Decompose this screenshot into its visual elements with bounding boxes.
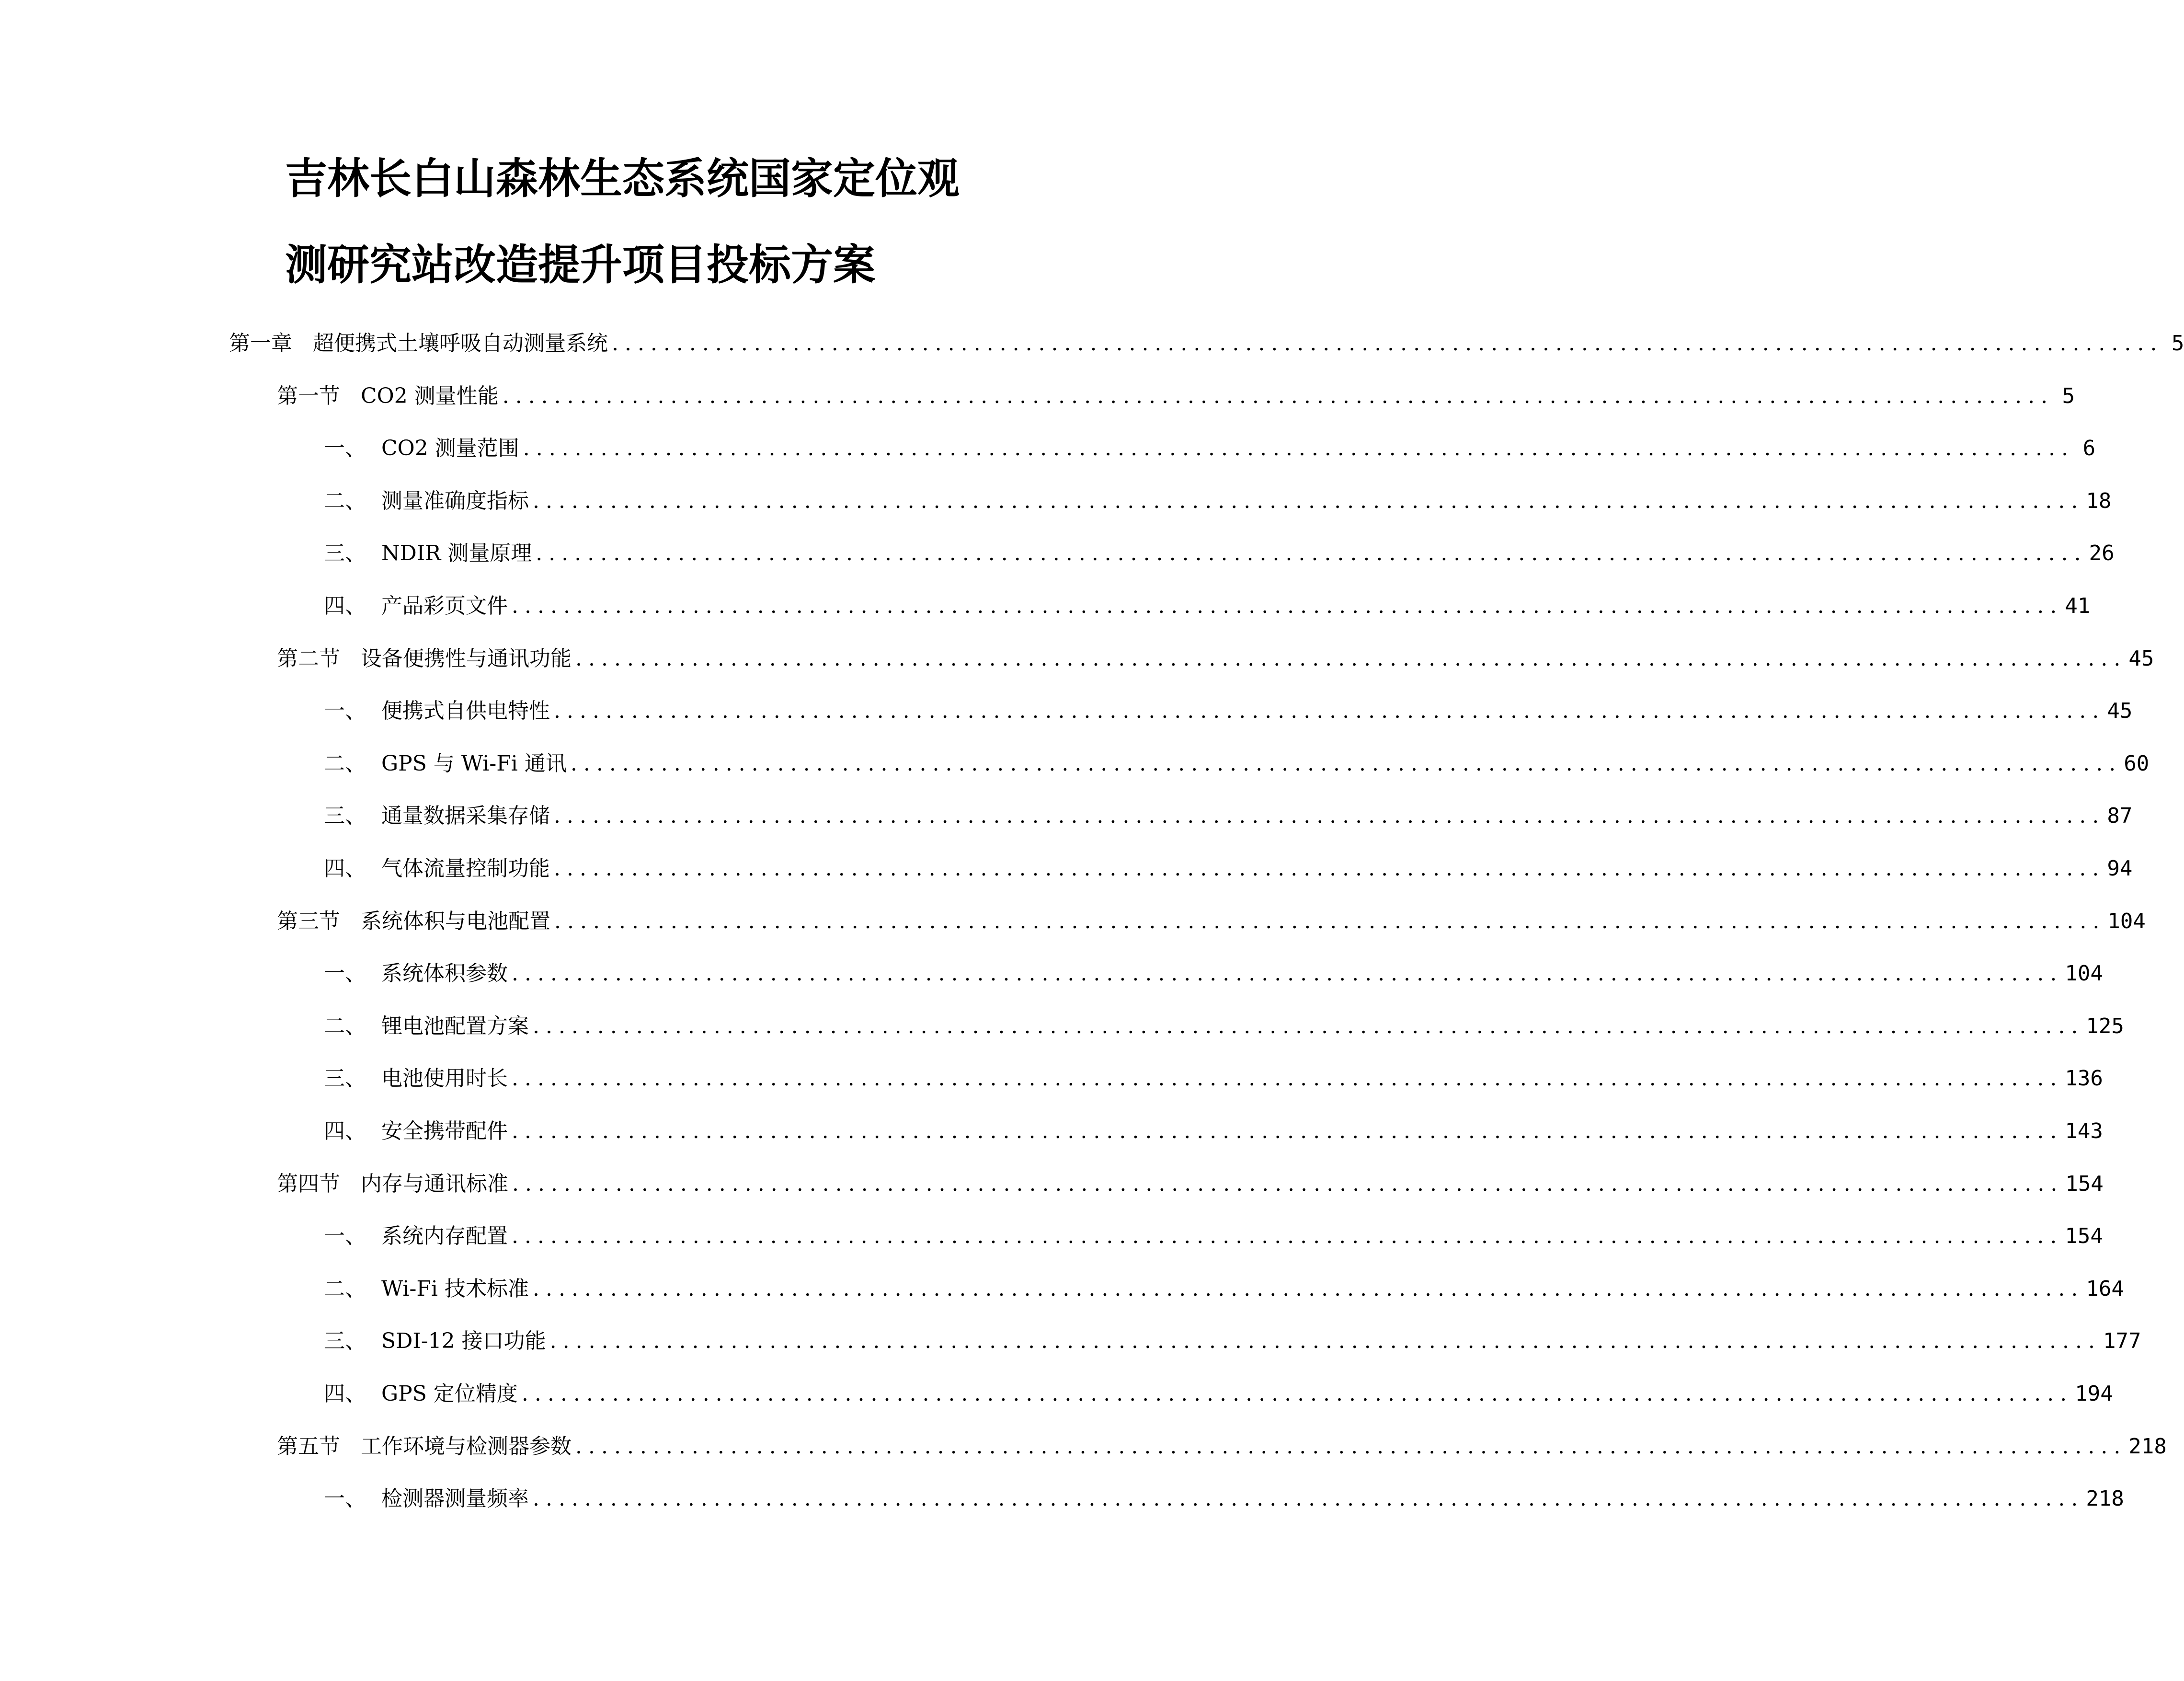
toc-entry-label: CO2 测量性能 bbox=[361, 384, 499, 408]
toc-entry[interactable] bbox=[324, 484, 2112, 518]
toc-leader-dots: ........................................................................................................................ bbox=[575, 646, 2127, 671]
toc-leader-dots: ........................................................................................................................ bbox=[512, 1172, 2064, 1196]
toc-entry-label: SDI-12 接口功能 bbox=[381, 1329, 546, 1353]
toc-entry[interactable] bbox=[324, 1010, 2124, 1043]
toc-entry-label: 安全携带配件 bbox=[381, 1119, 508, 1143]
toc-leader-dots: ........................................................................................................................ bbox=[570, 751, 2122, 776]
toc-entry[interactable] bbox=[324, 537, 2115, 570]
toc-entry-label: 内存与通讯标准 bbox=[361, 1172, 508, 1196]
toc-leader-dots: ........................................................................................................................ bbox=[533, 1486, 2084, 1511]
toc-entry-number: 第二节 bbox=[277, 646, 340, 671]
toc-entry-number: 二、 bbox=[324, 1277, 366, 1301]
toc-entry-page-number: 143 bbox=[2065, 1119, 2103, 1143]
toc-entry-number: 三、 bbox=[324, 804, 366, 828]
toc-entry[interactable] bbox=[324, 957, 2103, 990]
toc-leader-dots: ........................................................................................................................ bbox=[532, 1277, 2084, 1301]
toc-entry-label: 锂电池配置方案 bbox=[381, 1014, 529, 1038]
toc-entry[interactable] bbox=[324, 1377, 2113, 1411]
toc-entry[interactable] bbox=[229, 327, 2184, 360]
toc-entry[interactable] bbox=[277, 1167, 2104, 1201]
toc-entry[interactable] bbox=[324, 589, 2091, 623]
toc-leader-dots: ........................................................................................................................ bbox=[533, 489, 2084, 513]
toc-entry-page-number: 164 bbox=[2086, 1277, 2124, 1301]
toc-entry-number: 第三节 bbox=[277, 909, 340, 933]
toc-entry-label: 设备便携性与通讯功能 bbox=[361, 646, 572, 671]
toc-entry-page-number: 18 bbox=[2086, 489, 2112, 513]
toc-entry[interactable] bbox=[324, 747, 2150, 781]
toc-entry-label: NDIR 测量原理 bbox=[381, 541, 532, 565]
toc-entry-label: 系统体积参数 bbox=[381, 961, 508, 986]
toc-entry-number: 一、 bbox=[324, 961, 366, 986]
toc-entry-number: 四、 bbox=[324, 594, 366, 618]
toc-entry-number: 一、 bbox=[324, 1224, 366, 1248]
toc-entry-page-number: 6 bbox=[2082, 436, 2096, 461]
toc-entry-page-number: 45 bbox=[2128, 646, 2154, 671]
toc-entry-number: 第五节 bbox=[277, 1434, 340, 1459]
toc-entry-page-number: 125 bbox=[2086, 1014, 2124, 1038]
toc-entry-label: 测量准确度指标 bbox=[381, 489, 529, 513]
toc-entry-number: 一、 bbox=[324, 436, 366, 461]
toc-entry-number: 第一章 bbox=[229, 331, 292, 356]
toc-entry[interactable] bbox=[277, 642, 2154, 676]
toc-entry-number: 一、 bbox=[324, 699, 366, 723]
toc-leader-dots: ........................................................................................................................ bbox=[554, 856, 2105, 881]
toc-entry-label: 便携式自供电特性 bbox=[381, 699, 550, 723]
toc-entry-label: 系统内存配置 bbox=[381, 1224, 508, 1248]
toc-entry[interactable] bbox=[277, 1430, 2167, 1463]
toc-entry-label: 气体流量控制功能 bbox=[381, 856, 550, 881]
toc-entry-number: 二、 bbox=[324, 1014, 366, 1038]
title-line-2: 测研究站改造提升项目投标方案 bbox=[285, 240, 876, 289]
toc-leader-dots: ........................................................................................................................ bbox=[502, 384, 2054, 408]
toc-entry-number: 三、 bbox=[324, 1329, 366, 1353]
toc-entry[interactable] bbox=[324, 1115, 2103, 1148]
toc-entry-number: 四、 bbox=[324, 856, 366, 881]
toc-entry[interactable] bbox=[324, 1324, 2141, 1358]
toc-entry-number: 第四节 bbox=[277, 1172, 340, 1196]
toc-entry-label: 系统体积与电池配置 bbox=[361, 909, 550, 933]
toc-entry-label: 工作环境与检测器参数 bbox=[361, 1434, 572, 1459]
toc-entry-page-number: 26 bbox=[2089, 541, 2115, 565]
toc-entry-page-number: 154 bbox=[2065, 1224, 2103, 1248]
toc-entry-page-number: 136 bbox=[2065, 1066, 2103, 1091]
toc-entry-label: 检测器测量频率 bbox=[381, 1486, 529, 1511]
toc-leader-dots: ........................................................................................................................ bbox=[512, 1224, 2063, 1248]
toc-entry[interactable] bbox=[324, 1062, 2103, 1095]
toc-leader-dots: ........................................................................................................................ bbox=[554, 699, 2105, 723]
toc-entry-number: 三、 bbox=[324, 541, 366, 565]
toc-entry-number: 四、 bbox=[324, 1382, 366, 1406]
toc-entry[interactable] bbox=[277, 905, 2146, 938]
toc-entry-page-number: 5 bbox=[2062, 384, 2075, 408]
toc-leader-dots: ........................................................................................................................ bbox=[512, 961, 2063, 986]
toc-entry-page-number: 194 bbox=[2075, 1382, 2113, 1406]
toc-entry[interactable] bbox=[324, 852, 2133, 886]
toc-entry[interactable] bbox=[324, 694, 2133, 728]
toc-entry[interactable] bbox=[324, 1220, 2103, 1253]
toc-entry-number: 一、 bbox=[324, 1486, 366, 1511]
toc-leader-dots: ........................................................................................................................ bbox=[512, 1066, 2063, 1091]
toc-entry-label: GPS 定位精度 bbox=[381, 1382, 518, 1406]
toc-entry-page-number: 104 bbox=[2107, 909, 2146, 933]
toc-entry-number: 第一节 bbox=[277, 384, 340, 408]
toc-entry-page-number: 5 bbox=[2171, 331, 2184, 356]
toc-entry-page-number: 87 bbox=[2107, 804, 2133, 828]
toc-entry-number: 四、 bbox=[324, 1119, 366, 1143]
toc-leader-dots: ........................................................................................................................ bbox=[533, 1014, 2084, 1038]
toc-entry-page-number: 154 bbox=[2065, 1172, 2104, 1196]
toc-entry-page-number: 218 bbox=[2086, 1486, 2124, 1511]
toc-entry-label: Wi-Fi 技术标准 bbox=[381, 1277, 529, 1301]
toc-leader-dots: ........................................................................................................................ bbox=[512, 594, 2063, 618]
toc-leader-dots: ........................................................................................................................ bbox=[512, 1119, 2063, 1143]
toc-leader-dots: ........................................................................................................................ bbox=[612, 331, 2163, 356]
toc-leader-dots: ........................................................................................................................ bbox=[536, 541, 2087, 565]
toc-entry-page-number: 177 bbox=[2103, 1329, 2141, 1353]
toc-entry-label: 产品彩页文件 bbox=[381, 594, 508, 618]
toc-leader-dots: ........................................................................................................................ bbox=[575, 1434, 2127, 1459]
toc-leader-dots: ........................................................................................................................ bbox=[554, 804, 2105, 828]
toc-entry[interactable] bbox=[324, 1272, 2124, 1306]
toc-entry-label: 超便携式土壤呼吸自动测量系统 bbox=[313, 331, 608, 356]
toc-entry[interactable] bbox=[324, 799, 2133, 833]
toc-entry[interactable] bbox=[277, 380, 2075, 413]
toc-entry[interactable] bbox=[324, 432, 2096, 465]
toc-entry-label: 电池使用时长 bbox=[381, 1066, 508, 1091]
toc-leader-dots: ........................................................................................................................ bbox=[521, 1382, 2073, 1406]
toc-entry-page-number: 41 bbox=[2065, 594, 2091, 618]
toc-leader-dots: ........................................................................................................................ bbox=[554, 909, 2106, 933]
toc-entry-number: 三、 bbox=[324, 1066, 366, 1091]
toc-entry[interactable] bbox=[324, 1482, 2124, 1516]
toc-entry-page-number: 104 bbox=[2065, 961, 2103, 986]
toc-entry-number: 二、 bbox=[324, 489, 366, 513]
toc-entry-number: 二、 bbox=[324, 751, 366, 776]
toc-entry-label: CO2 测量范围 bbox=[381, 436, 519, 461]
toc-entry-label: 通量数据采集存储 bbox=[381, 804, 550, 828]
toc-leader-dots: ........................................................................................................................ bbox=[549, 1329, 2102, 1353]
toc-entry-page-number: 45 bbox=[2107, 699, 2133, 723]
title-line-1: 吉林长白山森林生态系统国家定位观 bbox=[285, 154, 960, 203]
toc-entry-page-number: 218 bbox=[2128, 1434, 2167, 1459]
toc-entry-page-number: 60 bbox=[2124, 751, 2150, 776]
toc-entry-page-number: 94 bbox=[2107, 856, 2133, 881]
toc-leader-dots: ........................................................................................................................ bbox=[523, 436, 2075, 461]
toc-entry-label: GPS 与 Wi-Fi 通讯 bbox=[381, 751, 567, 776]
